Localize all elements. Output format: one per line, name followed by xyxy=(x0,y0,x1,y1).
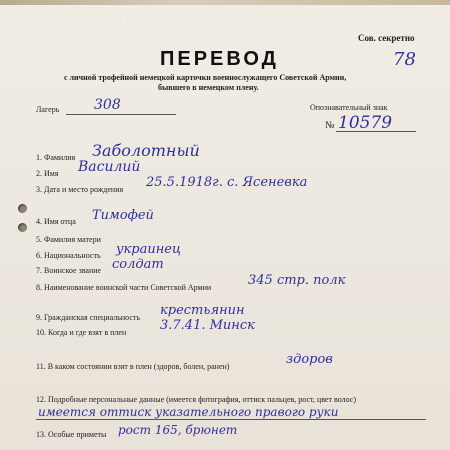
punch-hole-top xyxy=(18,204,27,213)
field-11-value: здоров xyxy=(286,352,333,367)
camp-label: Лагерь xyxy=(36,105,60,114)
field-9-label: 9. Гражданская специальность xyxy=(36,313,141,322)
field-4-value: Тимофей xyxy=(92,208,154,223)
field-6-value: украинец xyxy=(116,242,182,257)
punch-hole-bottom xyxy=(18,223,27,232)
field-12-underline xyxy=(36,419,426,420)
id-tag-label: Опознавательный знак xyxy=(310,103,388,112)
field-7-value: солдат xyxy=(112,257,164,272)
field-1-label: 1. Фамилия xyxy=(36,153,76,162)
field-2-label: 2. Имя xyxy=(36,169,59,178)
page-title: ПЕРЕВОД xyxy=(160,48,279,70)
field-7-label: 7. Воинское звание xyxy=(36,266,102,275)
camp-underline xyxy=(66,114,176,115)
classification-stamp: Сов. секретно xyxy=(358,33,415,43)
field-10-label: 10. Когда и где взят в плен xyxy=(36,328,127,337)
field-1-value: Заболотный xyxy=(92,141,200,160)
paper-top-edge xyxy=(0,0,450,5)
field-11-label: 11. В каком состоянии взят в плен (здоров, болен, ранен) xyxy=(36,362,230,371)
id-tag-value: 10579 xyxy=(338,113,393,133)
field-6-label: 6. Национальность xyxy=(36,251,101,260)
field-3-label: 3. Дата и место рождения xyxy=(36,185,124,194)
field-9-value: крестьянин xyxy=(160,303,245,318)
page-number: 78 xyxy=(393,49,416,70)
field-5-label: 5. Фамилия матери xyxy=(36,235,101,244)
field-2-value: Василий xyxy=(78,159,141,175)
field-3-value: 25.5.1918г. с. Ясеневка xyxy=(146,175,308,190)
id-tag-underline xyxy=(336,131,416,132)
field-4-label: 4. Имя отца xyxy=(36,217,76,226)
field-13-label: 13. Особые приметы xyxy=(36,430,107,439)
subtitle-line-2: бывшего в немецком плену. xyxy=(158,83,259,92)
field-12-value: имеется оттиск указательного правого руки xyxy=(38,405,339,419)
field-13-value: рост 165, брюнет xyxy=(118,423,238,437)
subtitle-line-1: с личной трофейной немецкой карточки военнослужащего Советской Армии, xyxy=(64,73,347,82)
field-10-value: 3.7.41. Минск xyxy=(160,318,255,333)
field-8-label: 8. Наименование воинской части Советской Армии xyxy=(36,283,212,292)
field-12-label: 12. Подробные персональные данные (имеется фотография, оттиск пальцев, рост, цвет волос) xyxy=(36,395,356,404)
id-tag-prefix: № xyxy=(325,120,335,131)
camp-value: 308 xyxy=(94,97,121,113)
field-8-value: 345 стр. полк xyxy=(248,273,346,288)
